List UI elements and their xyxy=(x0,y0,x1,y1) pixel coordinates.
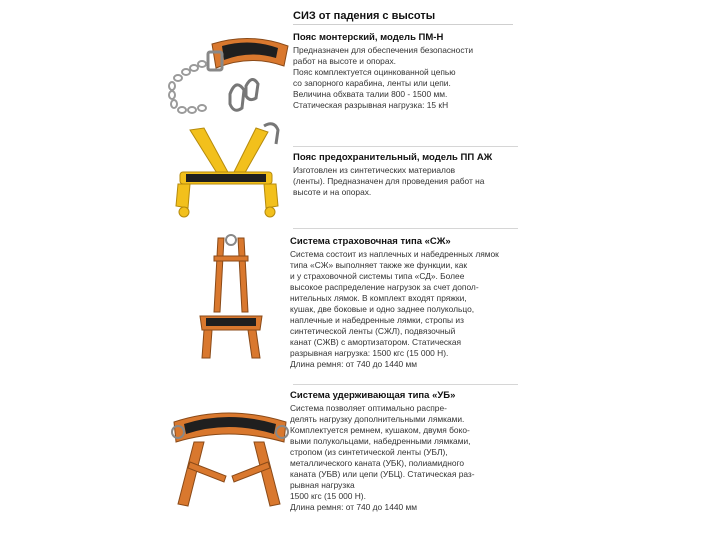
section-text-line: Длина ремня: от 740 до 1440 мм xyxy=(290,502,418,512)
section-heading: Пояс монтерский, модель ПМ-Н xyxy=(293,32,444,43)
section-heading: Система страховочная типа «СЖ» xyxy=(290,236,451,247)
section-text-line: нительных лямок. В комплект входят пряжки, xyxy=(290,293,467,303)
section-text-line: металлического каната (УБК), полиамидного xyxy=(290,458,465,468)
section-text-line: наплечные и набедренные лямки, стропы из xyxy=(290,315,464,325)
harness-szh-image xyxy=(190,232,270,362)
divider xyxy=(293,146,518,147)
section-text-line: 1500 кгс (15 000 Н). xyxy=(290,491,366,501)
section-text-line: канат (СЖВ) с амортизатором. Статическая xyxy=(290,337,462,347)
section-text-line: Система позволяет оптимально распре- xyxy=(290,403,447,413)
lineman-belt-image xyxy=(160,24,295,124)
section-text-line: синтетической ленты (СЖЛ), подвязочный xyxy=(290,326,456,336)
section-text-line: работ на высоте и опорах. xyxy=(293,56,396,66)
section-heading: Система удерживающая типа «УБ» xyxy=(290,390,456,401)
section-lineman-belt xyxy=(293,32,473,111)
section-text-line: каната (УБВ) или цепи (УБЦ). Статическая раз- xyxy=(290,469,475,479)
section-text-line: выми полукольцами, набедренными лямками, xyxy=(290,436,471,446)
section-text-line: Предназначен для обеспечения безопасности xyxy=(293,45,474,55)
section-text-line: стропом (из синтетической ленты (УБЛ), xyxy=(290,447,448,457)
section-heading: Пояс предохранительный, модель ПП АЖ xyxy=(293,152,493,163)
harness-ub-image xyxy=(168,402,290,514)
section-text-line: делять нагрузку дополнительными лямками. xyxy=(290,414,465,424)
section-text-line: высокое распределение нагрузок за счет допол- xyxy=(290,282,479,292)
section-text-line: кушак, две боковые и одно заднее полукольцо, xyxy=(290,304,475,314)
section-text-line: Статическая разрывная нагрузка: 15 кН xyxy=(293,100,449,110)
page-title: СИЗ от падения с высоты xyxy=(293,10,513,25)
section-text-line: Комплектуется ремнем, кушаком, двумя боко- xyxy=(290,425,470,435)
section-text-line: со запорного карабина, ленты или цепи. xyxy=(293,78,451,88)
section-text-line: типа «СЖ» выполняет также же функции, как xyxy=(290,260,468,270)
section-text-line: разрывная нагрузка: 1500 кгс (15 000 Н). xyxy=(290,348,449,358)
section-harness-szh xyxy=(290,236,499,370)
section-safety-belt xyxy=(293,152,492,198)
section-text-line: Изготовлен из синтетических материалов xyxy=(293,165,456,175)
section-text-line: Пояс комплектуется оцинкованной цепью xyxy=(293,67,456,77)
section-text-line: и у страховочной системы типа «СД». Более xyxy=(290,271,465,281)
safety-harness-yellow-image xyxy=(160,120,290,220)
section-text-line: Длина ремня: от 740 до 1440 мм xyxy=(290,359,418,369)
section-text-line: (ленты). Предназначен для проведения работ на xyxy=(293,176,485,186)
section-text-line: Величина обхвата талии 800 - 1500 мм. xyxy=(293,89,448,99)
divider xyxy=(293,228,518,229)
section-harness-ub xyxy=(290,390,475,513)
section-text-line: высоте и на опорах. xyxy=(293,187,372,197)
section-text-line: рывная нагрузка xyxy=(290,480,355,490)
section-text-line: Система состоит из наплечных и набедренных лямок xyxy=(290,249,499,259)
divider xyxy=(293,384,518,385)
